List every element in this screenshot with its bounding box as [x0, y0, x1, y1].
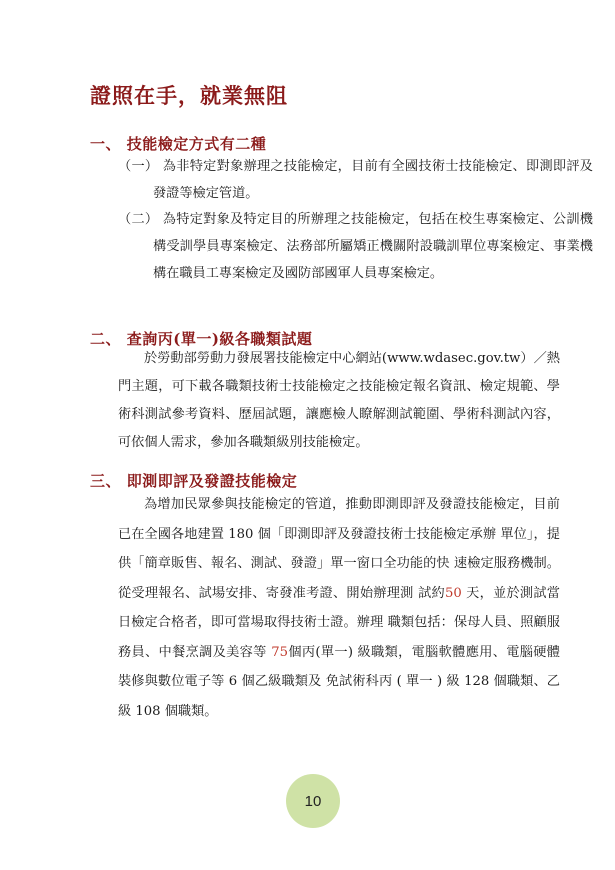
section1-heading: 一、 技能檢定方式有二種	[90, 135, 267, 153]
section3-body	[118, 490, 560, 726]
page-number: 10	[304, 792, 322, 810]
section1-item-1: （一） 為非特定對象辦理之技能檢定，目前有全國技術士技能檢定、即測即評及發證等檢定管道。	[118, 159, 593, 201]
highlight-days: 50	[444, 585, 462, 601]
section2-heading: 二、 查詢丙(單一)級各職類試題	[90, 330, 313, 348]
page-title: 證照在手，就業無阻	[90, 83, 288, 108]
page-number-badge	[286, 774, 340, 828]
section3-heading: 三、 即測即評及發證技能檢定	[90, 472, 298, 490]
section2-body: 於勞動部勞動力發展署技能檢定中心網站(www.wdasec.gov.tw）／熱門主題，可下載各職類技術士技能檢定之技能檢定報名資訊、檢定規範、學術科測試參考資料、歷屆試題，讓應檢人瞭解測試範圍、學術科測試內容，可依個人需求，參加各職類級別技能檢定。	[118, 351, 560, 450]
section3-body-part1: 為增加民眾參與技能檢定的管道，推動即測即評及發證技能檢定，目前已在全國各地建置 180 個「即測即評及發證技術士技能檢定承辦 單位」，提供「簡章販售、報名、測試、發證」單一窗口全功能的快 速檢定服務機制。從受理報名、試場安排、寄發准考證、開始辦理測 試約	[118, 497, 560, 601]
highlight-count: 75	[271, 644, 289, 660]
section1-item-2: （二） 為特定對象及特定目的所辦理之技能檢定，包括在校生專案檢定、公訓機構受訓學員專案檢定、法務部所屬矯正機關附設職訓單位專案檢定、事業機構在職員工專案檢定及國防部國軍人員專案檢定。	[118, 212, 593, 281]
section3-body-part2: 天，並於測試當日檢定合格者，即可當場取得技術士證。辦理 職類包括：保母人員、照顧服務員、中餐烹調及美容等	[118, 585, 560, 660]
section3-body-part3: 個丙(單一) 級職類，電腦軟體應用、電腦硬體裝修與數位電子等 6 個乙級職類及 免試術科丙 ( 單一 ) 級 128 個職類、乙級 108 個職類。	[118, 644, 560, 719]
